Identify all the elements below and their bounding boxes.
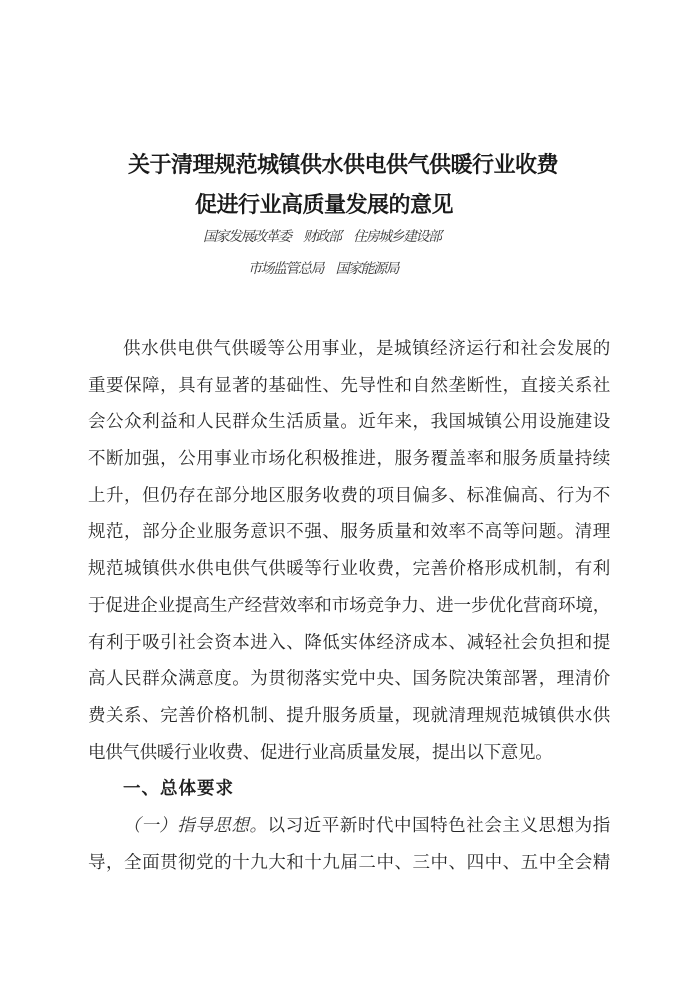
paragraph1-line: 供水供电供气供暖等公用事业，是城镇经济运行和社会发展的 bbox=[123, 338, 610, 358]
section1-paragraph-line: 导，全面贯彻党的十九大和十九届二中、三中、四中、五中全会精 bbox=[88, 851, 610, 872]
document-body bbox=[88, 330, 610, 880]
section1-paragraph-text: 以习近平新时代中国特色社会主义思想为指 bbox=[267, 814, 610, 835]
section1-heading: 一、总体要求 bbox=[123, 778, 234, 799]
section1-paragraph-line bbox=[88, 807, 610, 844]
issuing-agencies-line-1: 国家发展改革委 财政部 住房城乡建设部 bbox=[203, 230, 441, 245]
paragraph1-line: 于促进企业提高生产经营效率和市场竞争力、进一步优化营商环境， bbox=[88, 594, 610, 615]
paragraph1-line: 电供气供暖行业收费、促进行业高质量发展，提出以下意见。 bbox=[88, 741, 553, 762]
paragraph1-line: 重要保障，具有显著的基础性、先导性和自然垄断性，直接关系社 bbox=[88, 374, 610, 395]
paragraph1-line: 规范，部分企业服务意识不强、服务质量和效率不高等问题。清理 bbox=[88, 521, 610, 542]
paragraph1-line: 上升，但仍存在部分地区服务收费的项目偏多、标准偏高、行为不 bbox=[88, 484, 610, 505]
paragraph1-line: 有利于吸引社会资本进入、降低实体经济成本、减轻社会负担和提 bbox=[88, 631, 610, 652]
paragraph1-line: 会公众利益和人民群众生活质量。近年来，我国城镇公用设施建设 bbox=[88, 411, 610, 432]
paragraph1-line: 高人民群众满意度。为贯彻落实党中央、国务院决策部署，理清价 bbox=[88, 668, 610, 689]
section1-paragraph-lead: （一）指导思想。 bbox=[123, 814, 268, 835]
document-title-line-2: 促进行业高质量发展的意见 bbox=[195, 192, 454, 217]
document-title-line-1: 关于清理规范城镇供水供电供气供暖行业收费 bbox=[128, 152, 559, 177]
paragraph1-line: 不断加强，公用事业市场化积极推进，服务覆盖率和服务质量持续 bbox=[88, 448, 610, 469]
paragraph1-line: 规范城镇供水供电供气供暖等行业收费，完善价格形成机制，有利 bbox=[88, 558, 610, 579]
paragraph1-line: 费关系、完善价格机制、提升服务质量，现就清理规范城镇供水供 bbox=[88, 704, 610, 725]
issuing-agencies-line-2: 市场监管总局 国家能源局 bbox=[248, 262, 398, 277]
